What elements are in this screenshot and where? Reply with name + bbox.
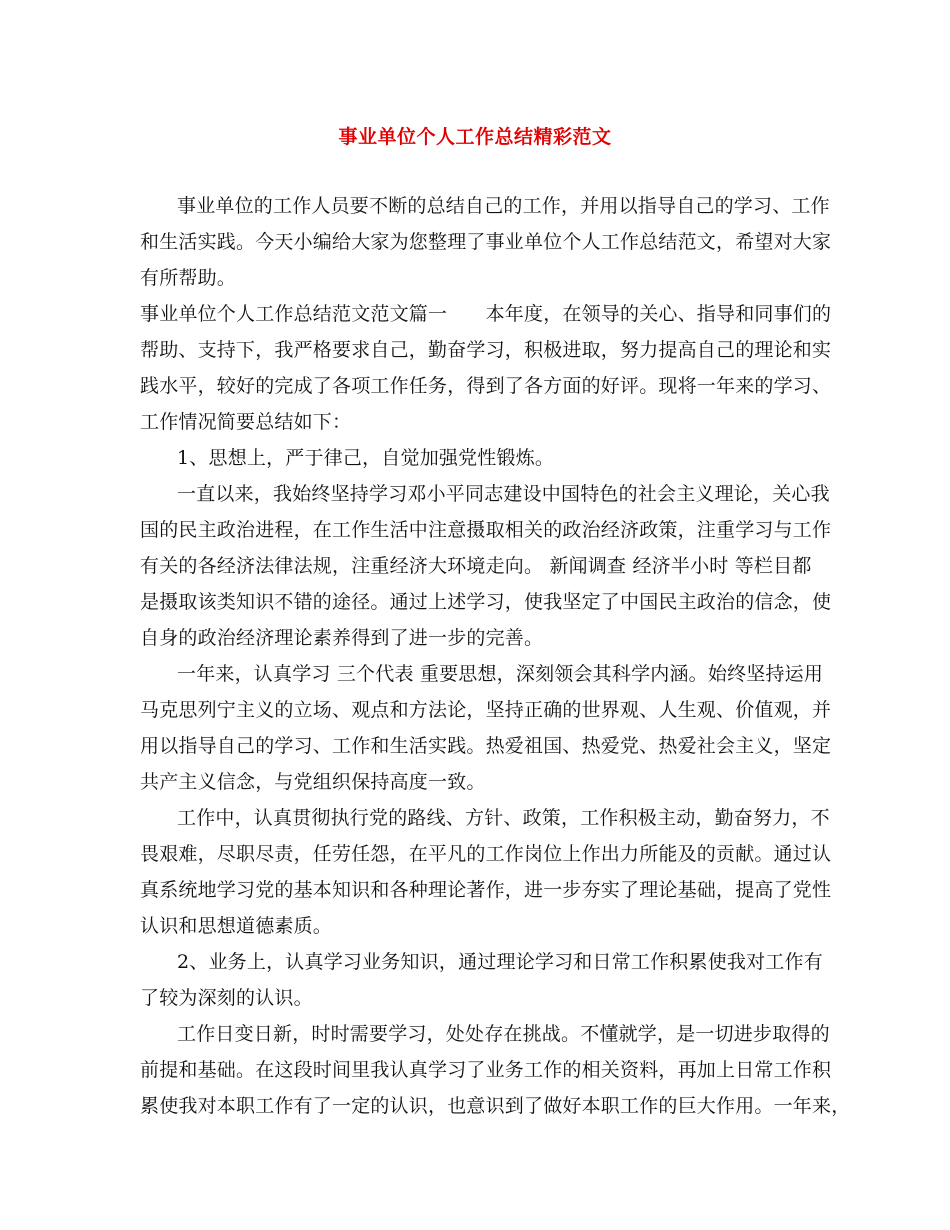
- text-line: 认识和思想道德素质。: [140, 915, 333, 937]
- text-line: 工作中，认真贯彻执行党的路线、方针、政策，工作积极主动，勤奋努力，不: [177, 807, 830, 829]
- text-line: 工作情况简要总结如下：: [140, 411, 352, 433]
- text-line: 马克思列宁主义的立场、观点和方法论，坚持正确的世界观、人生观、价值观，并: [140, 699, 832, 721]
- text-line: 真系统地学习党的基本知识和各种理论著作，进一步夯实了理论基础，提高了党性: [140, 879, 832, 901]
- text-line: 帮助、支持下，我严格要求自己，勤奋学习，积极进取，努力提高自己的理论和实: [140, 339, 832, 361]
- text-line: 有关的各经济法律法规，注重经济大环境走向。 新闻调查 经济半小时 等栏目都: [140, 555, 812, 577]
- text-line: 和生活实践。今天小编给大家为您整理了事业单位个人工作总结范文，希望对大家: [140, 231, 832, 253]
- text-line: 一年来，认真学习 三个代表 重要思想，深刻领会其科学内涵。始终坚持运用: [177, 663, 824, 685]
- text-line: 自身的政治经济理论素养得到了进一步的完善。: [140, 627, 544, 649]
- text-line: 国的民主政治进程，在工作生活中注意摄取相关的政治经济政策，注重学习与工作: [140, 519, 832, 541]
- text-line: 了较为深刻的认识。: [140, 987, 313, 1009]
- text-line: 1、思想上，严于律己，自觉加强党性锻炼。: [177, 447, 555, 469]
- text-line: 2、业务上，认真学习业务知识，通过理论学习和日常工作积累使我对工作有: [177, 951, 823, 973]
- text-line: 畏艰难，尽职尽责，任劳任怨，在平凡的工作岗位上作出力所能及的贡献。通过认: [140, 843, 832, 865]
- text-line: 工作日变日新，时时需要学习，处处存在挑战。不懂就学，是一切进步取得的: [177, 1023, 830, 1045]
- text-line: 践水平，较好的完成了各项工作任务，得到了各方面的好评。现将一年来的学习、: [140, 375, 832, 397]
- text-line: 用以指导自己的学习、工作和生活实践。热爱祖国、热爱党、热爱社会主义，坚定: [140, 735, 832, 757]
- document-title: 事业单位个人工作总结精彩范文: [338, 126, 612, 148]
- text-line: 事业单位个人工作总结范文范文篇一 本年度，在领导的关心、指导和同事们的: [140, 303, 832, 325]
- text-line: 有所帮助。: [140, 267, 237, 289]
- text-line: 前提和基础。在这段时间里我认真学习了业务工作的相关资料，再加上日常工作积: [140, 1059, 832, 1081]
- text-line: 是摄取该类知识不错的途径。通过上述学习，使我坚定了中国民主政治的信念，使: [140, 591, 832, 613]
- text-line: 累使我对本职工作有了一定的认识，也意识到了做好本职工作的巨大作用。一年来，: [140, 1095, 851, 1117]
- text-line: 一直以来，我始终坚持学习邓小平同志建设中国特色的社会主义理论，关心我: [177, 483, 830, 505]
- text-line: 事业单位的工作人员要不断的总结自己的工作，并用以指导自己的学习、工作: [177, 195, 830, 217]
- text-line: 共产主义信念，与党组织保持高度一致。: [140, 771, 486, 793]
